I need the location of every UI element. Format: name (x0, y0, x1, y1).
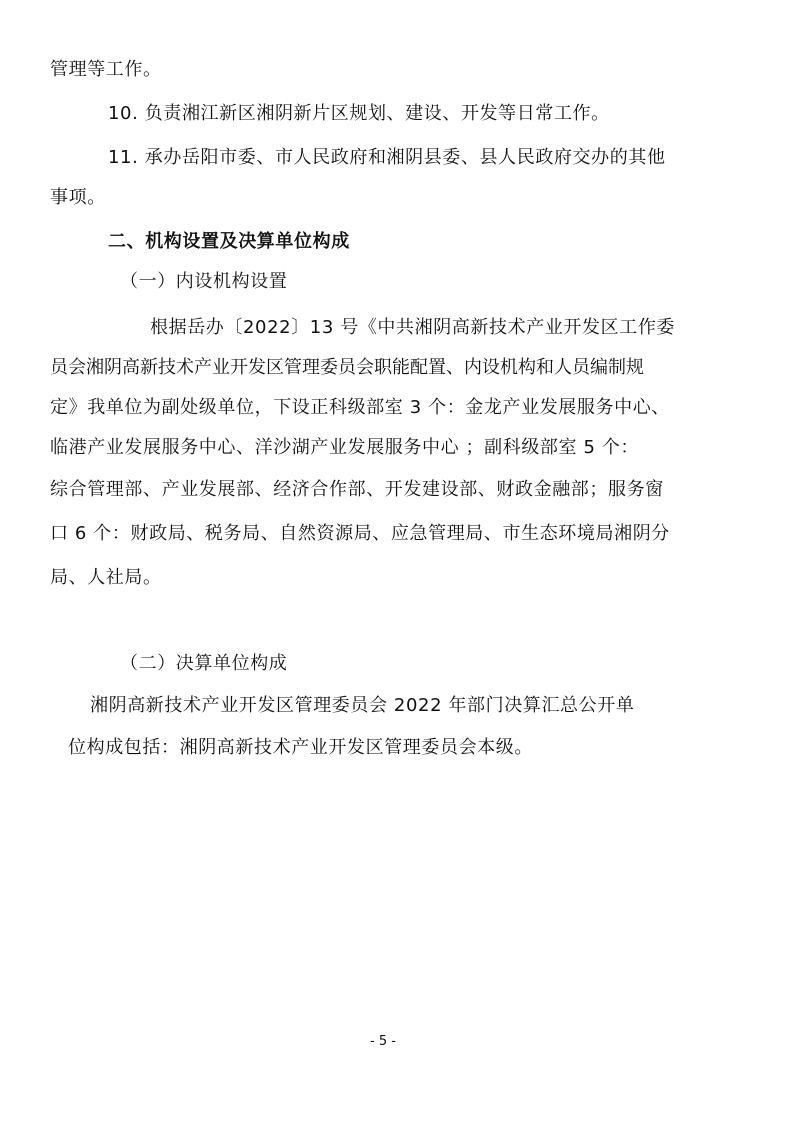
paragraph-line: 局、人社局。 (50, 567, 162, 588)
paragraph-line: 定》我单位为副处级单位，下设正科级部室 3 个：金龙产业发展服务中心、 (50, 397, 670, 418)
section-heading: 二、机构设置及决算单位构成 (108, 231, 350, 252)
item-10: 10. 负责湘江新区湘阴新片区规划、建设、开发等日常工作。 (108, 103, 610, 124)
body-text-line: 事项。 (50, 187, 106, 208)
paragraph-line: 综合管理部、产业发展部、经济合作部、开发建设部、财政金融部；服务窗 (50, 479, 664, 500)
paragraph-line: 根据岳办〔2022〕13 号《中共湘阴高新技术产业开发区工作委 (150, 317, 676, 338)
body-text-line: 管理等工作。 (50, 59, 162, 80)
page-number: - 5 - (370, 1034, 396, 1049)
subsection-heading: （一）内设机构设置 (120, 271, 288, 292)
paragraph-line: 位构成包括：湘阴高新技术产业开发区管理委员会本级。 (68, 737, 533, 758)
subsection-heading: （二）决算单位构成 (120, 653, 288, 674)
paragraph-line: 湘阴高新技术产业开发区管理委员会 2022 年部门决算汇总公开单 (90, 695, 635, 716)
item-11: 11. 承办岳阳市委、市人民政府和湘阴县委、县人民政府交办的其他 (108, 147, 666, 168)
paragraph-line: 临港产业发展服务中心、洋沙湖产业发展服务中心 ；副科级部室 5 个： (50, 437, 640, 458)
paragraph-line: 口 6 个：财政局、税务局、自然资源局、应急管理局、市生态环境局湘阴分 (50, 523, 670, 544)
paragraph-line: 员会湘阴高新技术产业开发区管理委员会职能配置、内设机构和人员编制规 (50, 357, 644, 378)
